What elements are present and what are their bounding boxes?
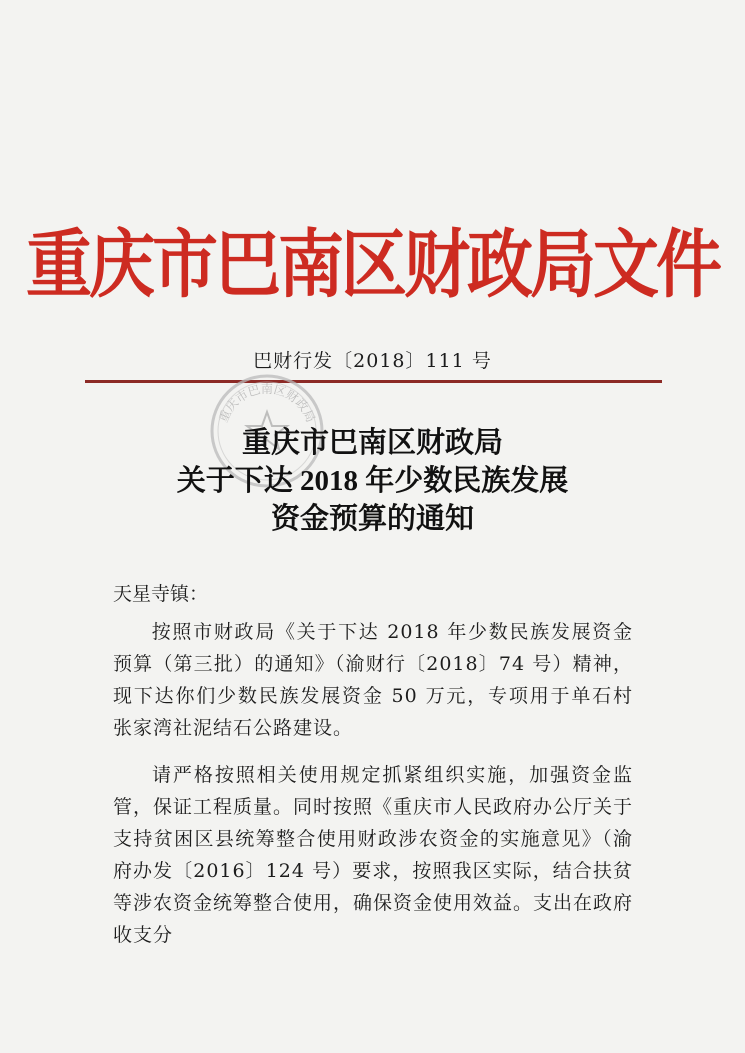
letterhead-title: 重庆市巴南区财政局文件	[26, 221, 719, 309]
body-paragraph-2	[113, 759, 633, 951]
notice-title-line-2: 关于下达 2018 年少数民族发展	[176, 465, 569, 497]
document-number: 巴财行发〔2018〕111 号	[253, 350, 492, 372]
letterhead-divider	[85, 380, 662, 383]
seal-text: 重庆市巴南区财政局	[216, 382, 318, 425]
body-paragraph-1	[113, 616, 633, 744]
notice-title	[0, 424, 745, 538]
notice-title-line-1: 重庆市巴南区财政局	[241, 427, 503, 459]
body-paragraph-2-text: 请严格按照相关使用规定抓紧组织实施，加强资金监管，保证工程质量。同时按照《重庆市人民政府办公厅关于支持贫困区县统筹整合使用财政涉农资金的实施意见》（渝府办发〔2016〕124 号）要求，按照我区实际，结合扶贫等涉农资金统筹整合使用，确保资金使用效益。支出在政府收支分	[113, 764, 634, 946]
notice-title-line-3: 资金预算的通知	[270, 503, 474, 535]
salutation: 天星寺镇：	[113, 583, 209, 605]
body-paragraph-1-text: 按照市财政局《关于下达 2018 年少数民族发展资金预算（第三批）的通知》（渝财行〔2018〕74 号）精神，现下达你们少数民族发展资金 50 万元，专项用于单石村张家湾社泥结石公路建设。	[113, 621, 633, 739]
